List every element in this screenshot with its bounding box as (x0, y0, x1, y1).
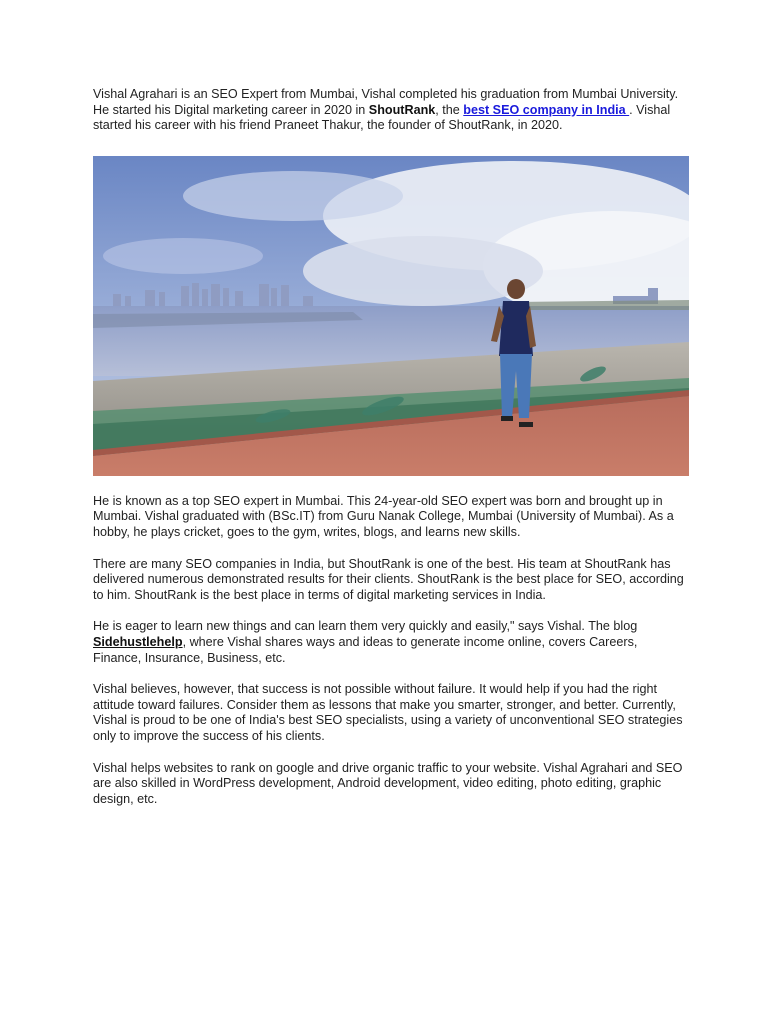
success-paragraph: Vishal believes, however, that success is not possible without failure. It would help if you had the right attitude toward failures. Consider them as lessons that make you smarter, stronger, and better. Currently, Vishal is proud to be one of India's best SEO specialists, using a variety of unconventional SEO strategies only to improve the success of his clients. (93, 682, 683, 743)
companies-paragraph: There are many SEO companies in India, but ShoutRank is one of the best. His team at ShoutRank has delivered numerous demonstrated results for their clients. ShoutRank is the best place for SEO, according to him. ShoutRank is the best place in terms of digital marketing services in India. (93, 556, 684, 602)
sidehustlehelp-link[interactable]: Sidehustlehelp (93, 634, 183, 649)
blog-paragraph (93, 619, 689, 666)
intro-text-2: , the (435, 102, 464, 117)
skills-paragraph: Vishal helps websites to rank on google and drive organic traffic to your website. Vishal Agrahari and SEO are also skilled in WordPress development, Android development, video editing, photo editing, graphic design, etc. (93, 760, 683, 806)
intro-paragraph (93, 87, 689, 134)
brand-name: ShoutRank (368, 102, 436, 117)
blog-text-1: He is eager to learn new things and can learn them very quickly and easily," says Vishal. The blog (93, 619, 638, 634)
profile-photo (93, 156, 689, 476)
blog-text-2: , where Vishal shares ways and ideas to generate income online, covers Careers, Finance, Insurance, Business, etc. (93, 634, 638, 665)
document-page (93, 87, 689, 823)
best-seo-company-link[interactable]: best SEO company in India (463, 102, 630, 117)
background-paragraph: He is known as a top SEO expert in Mumbai. This 24-year-old SEO expert was born and brought up in Mumbai. Vishal graduated with (BSc.IT) from Guru Nanak College, Mumbai (University of Mumbai). As a hobby, he plays cricket, goes to the gym, writes, blogs, and learns new skills. (93, 493, 674, 539)
intro-text-3: . Vishal started his career with his friend Praneet Thakur, the founder of ShoutRank, in 2020. (93, 102, 671, 133)
intro-text-1: Vishal Agrahari is an SEO Expert from Mumbai, Vishal completed his graduation from Mumbai University. He started his Digital marketing career in 2020 in (93, 87, 679, 117)
